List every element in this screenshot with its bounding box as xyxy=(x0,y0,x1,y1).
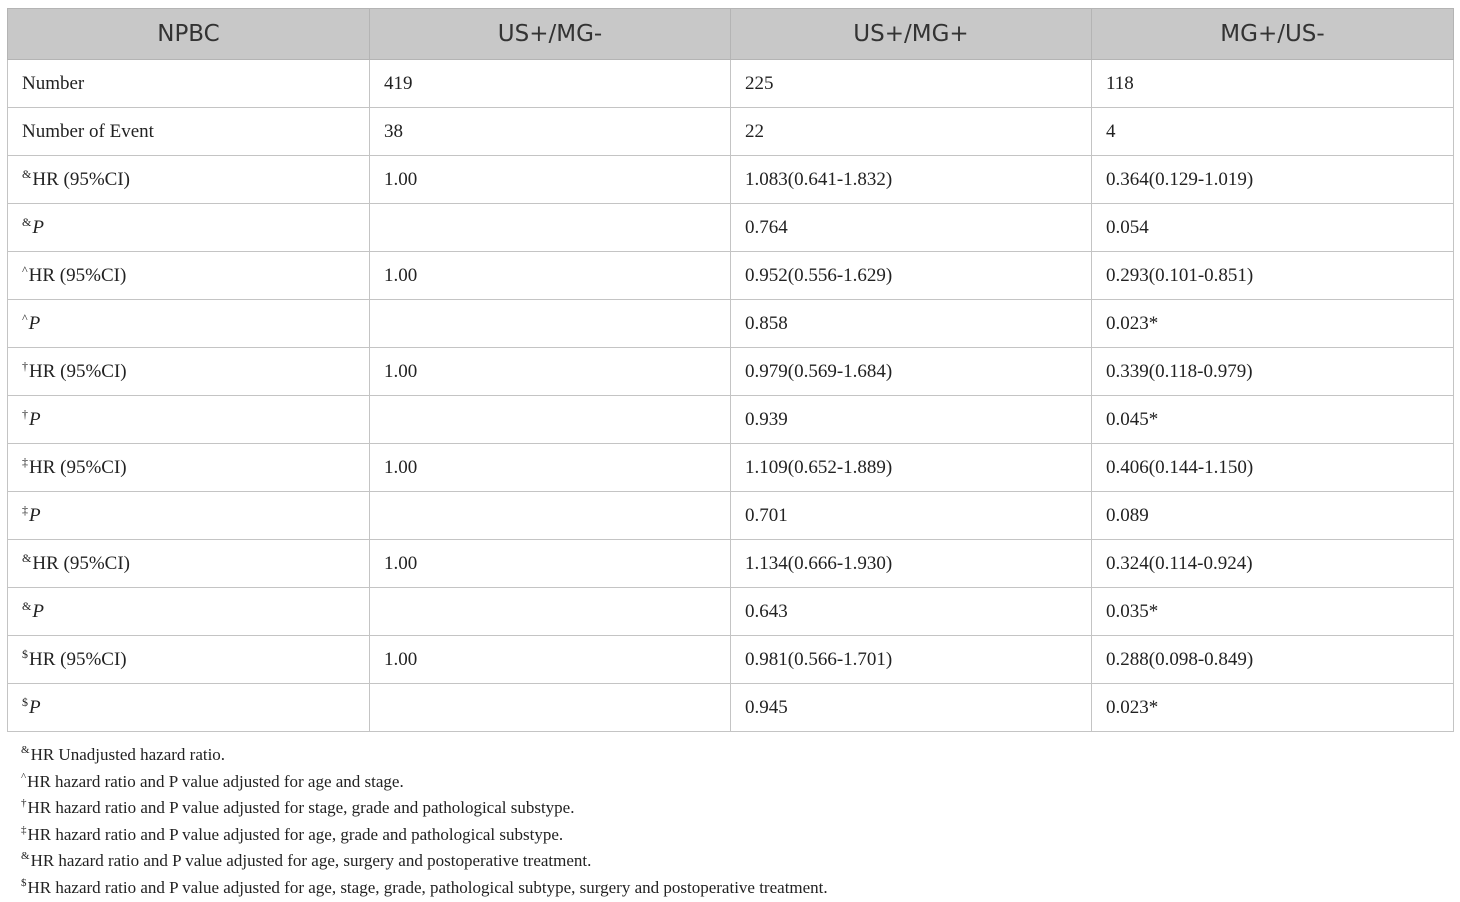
value-cell-c3: 0.952(0.556-1.629) xyxy=(731,252,1092,300)
value-cell-c3: 0.979(0.569-1.684) xyxy=(731,348,1092,396)
row-label: P xyxy=(29,313,41,334)
row-label-cell xyxy=(8,204,370,252)
value-cell-c4: 0.023* xyxy=(1092,684,1454,732)
row-label-cell xyxy=(8,396,370,444)
value-cell-c4: 118 xyxy=(1092,60,1454,108)
row-label-cell xyxy=(8,60,370,108)
footnote-marker: † xyxy=(22,407,28,421)
footnote-marker: $ xyxy=(21,877,27,889)
value-cell-c2 xyxy=(370,204,731,252)
value-cell-c4: 0.023* xyxy=(1092,300,1454,348)
table-row xyxy=(8,108,1454,156)
footnote-marker: ‡ xyxy=(22,503,28,517)
row-label-cell xyxy=(8,684,370,732)
value-cell-c4: 0.054 xyxy=(1092,204,1454,252)
value-cell-c2: 1.00 xyxy=(370,444,731,492)
footnote xyxy=(21,770,828,797)
table-row xyxy=(8,684,1454,732)
footnote-text: HR Unadjusted hazard ratio. xyxy=(31,745,226,764)
value-cell-c3: 0.701 xyxy=(731,492,1092,540)
footnote-marker: $ xyxy=(22,695,28,709)
value-cell-c4: 0.364(0.129-1.019) xyxy=(1092,156,1454,204)
footnote-marker: & xyxy=(21,850,30,862)
value-cell-c2: 419 xyxy=(370,60,731,108)
hazard-ratio-table xyxy=(7,8,1454,732)
value-cell-c4: 0.089 xyxy=(1092,492,1454,540)
value-cell-c4: 0.045* xyxy=(1092,396,1454,444)
row-label-cell xyxy=(8,252,370,300)
row-label: HR (95%CI) xyxy=(32,169,130,190)
table-row xyxy=(8,60,1454,108)
value-cell-c4: 0.288(0.098-0.849) xyxy=(1092,636,1454,684)
footnote-text: HR hazard ratio and P value adjusted for age, grade and pathological substype. xyxy=(28,825,564,844)
row-label-cell xyxy=(8,348,370,396)
header-us-pos-mg-neg: US+/MG- xyxy=(370,9,731,60)
footnote-marker: & xyxy=(21,744,30,756)
table-row xyxy=(8,348,1454,396)
value-cell-c3: 1.109(0.652-1.889) xyxy=(731,444,1092,492)
value-cell-c2 xyxy=(370,684,731,732)
header-us-pos-mg-pos: US+/MG+ xyxy=(731,9,1092,60)
table-footnotes xyxy=(21,743,828,902)
value-cell-c4: 0.339(0.118-0.979) xyxy=(1092,348,1454,396)
value-cell-c3: 1.083(0.641-1.832) xyxy=(731,156,1092,204)
footnote-marker: & xyxy=(22,167,31,181)
row-label: P xyxy=(32,601,44,622)
table-header-row xyxy=(8,9,1454,60)
value-cell-c3: 0.764 xyxy=(731,204,1092,252)
row-label: P xyxy=(29,697,41,718)
footnote-marker: & xyxy=(22,215,31,229)
footnote-marker: ‡ xyxy=(21,824,27,836)
value-cell-c2: 1.00 xyxy=(370,348,731,396)
row-label: Number of Event xyxy=(22,121,154,142)
row-label: HR (95%CI) xyxy=(32,553,130,574)
row-label-cell xyxy=(8,444,370,492)
row-label-cell xyxy=(8,492,370,540)
row-label: Number xyxy=(22,73,84,94)
header-mg-pos-us-neg: MG+/US- xyxy=(1092,9,1454,60)
row-label-cell xyxy=(8,588,370,636)
value-cell-c4: 4 xyxy=(1092,108,1454,156)
row-label: P xyxy=(32,217,44,238)
table-row xyxy=(8,204,1454,252)
row-label-cell xyxy=(8,156,370,204)
value-cell-c3: 1.134(0.666-1.930) xyxy=(731,540,1092,588)
value-cell-c2: 1.00 xyxy=(370,540,731,588)
footnote xyxy=(21,743,828,770)
value-cell-c4: 0.035* xyxy=(1092,588,1454,636)
footnote-marker: ^ xyxy=(21,771,26,783)
footnote-marker: ^ xyxy=(22,263,28,277)
footnote xyxy=(21,849,828,876)
row-label: P xyxy=(29,409,41,430)
value-cell-c2 xyxy=(370,492,731,540)
value-cell-c2 xyxy=(370,300,731,348)
value-cell-c4: 0.406(0.144-1.150) xyxy=(1092,444,1454,492)
footnote-marker: ‡ xyxy=(22,455,28,469)
table-row xyxy=(8,444,1454,492)
table-row xyxy=(8,540,1454,588)
row-label: HR (95%CI) xyxy=(29,457,127,478)
footnote-text: HR hazard ratio and P value adjusted for age, surgery and postoperative treatment. xyxy=(31,851,592,870)
hazard-ratio-table-container xyxy=(7,8,1453,732)
footnote-marker: ^ xyxy=(22,311,28,325)
value-cell-c3: 225 xyxy=(731,60,1092,108)
footnote-marker: † xyxy=(22,359,28,373)
footnote-marker: & xyxy=(22,599,31,613)
table-row xyxy=(8,300,1454,348)
table-body xyxy=(8,60,1454,732)
row-label-cell xyxy=(8,108,370,156)
footnote-text: HR hazard ratio and P value adjusted for age, stage, grade, pathological subtype, surgery and postoperative treatment. xyxy=(28,878,828,897)
footnote-marker: & xyxy=(22,551,31,565)
table-row xyxy=(8,492,1454,540)
footnote-text: HR hazard ratio and P value adjusted for age and stage. xyxy=(27,772,404,791)
footnote xyxy=(21,796,828,823)
footnote xyxy=(21,823,828,850)
value-cell-c4: 0.324(0.114-0.924) xyxy=(1092,540,1454,588)
value-cell-c4: 0.293(0.101-0.851) xyxy=(1092,252,1454,300)
table-row xyxy=(8,396,1454,444)
row-label: HR (95%CI) xyxy=(29,361,127,382)
value-cell-c2 xyxy=(370,396,731,444)
row-label: P xyxy=(29,505,41,526)
row-label-cell xyxy=(8,540,370,588)
value-cell-c3: 0.939 xyxy=(731,396,1092,444)
footnote-marker: $ xyxy=(22,647,28,661)
value-cell-c3: 0.858 xyxy=(731,300,1092,348)
footnote-text: HR hazard ratio and P value adjusted for stage, grade and pathological substype. xyxy=(28,798,575,817)
table-row xyxy=(8,156,1454,204)
table-row xyxy=(8,252,1454,300)
footnote-marker: † xyxy=(21,797,27,809)
value-cell-c3: 0.643 xyxy=(731,588,1092,636)
row-label-cell xyxy=(8,636,370,684)
footnote xyxy=(21,876,828,902)
value-cell-c2: 1.00 xyxy=(370,156,731,204)
value-cell-c2: 1.00 xyxy=(370,636,731,684)
value-cell-c3: 22 xyxy=(731,108,1092,156)
row-label: HR (95%CI) xyxy=(29,265,127,286)
table-row xyxy=(8,588,1454,636)
row-label: HR (95%CI) xyxy=(29,649,127,670)
value-cell-c2 xyxy=(370,588,731,636)
table-row xyxy=(8,636,1454,684)
row-label-cell xyxy=(8,300,370,348)
value-cell-c2: 38 xyxy=(370,108,731,156)
header-npbc: NPBC xyxy=(8,9,370,60)
value-cell-c2: 1.00 xyxy=(370,252,731,300)
value-cell-c3: 0.945 xyxy=(731,684,1092,732)
value-cell-c3: 0.981(0.566-1.701) xyxy=(731,636,1092,684)
